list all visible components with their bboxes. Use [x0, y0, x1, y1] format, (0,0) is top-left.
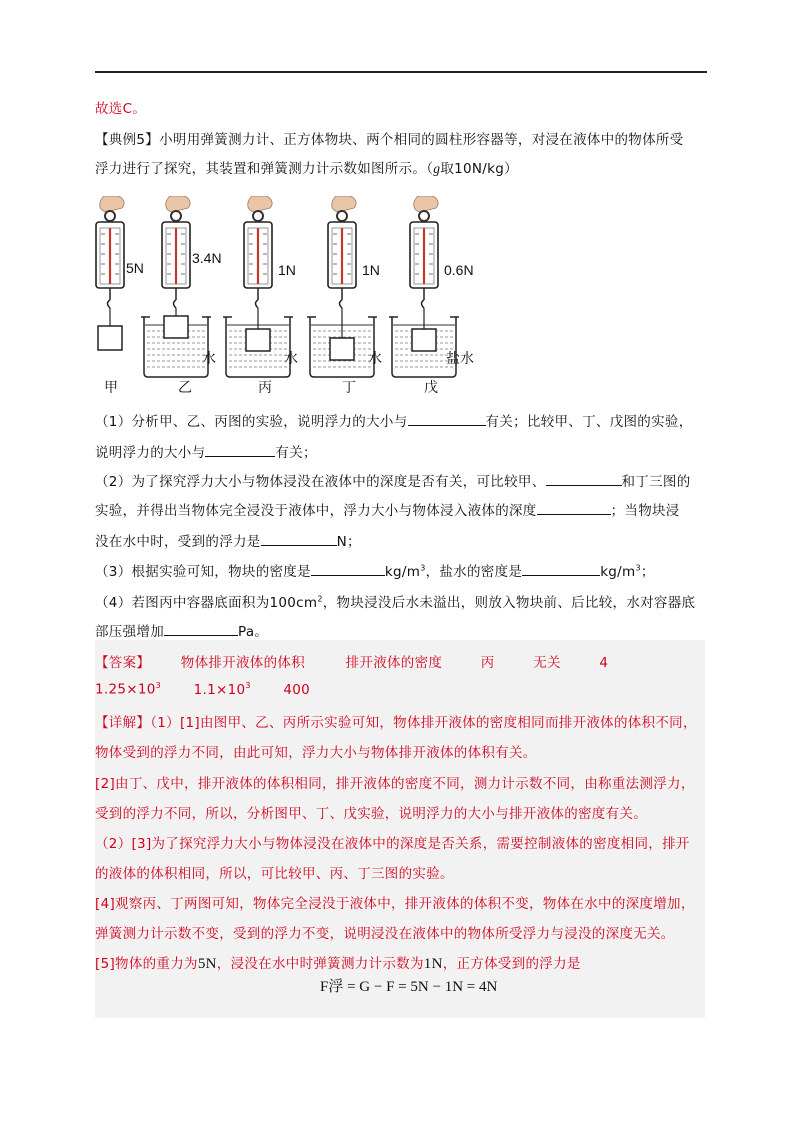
explain-text-9c: ，浸没在水中时弹簧测力计示数为: [216, 956, 424, 972]
explain-text-1: （1）[1]由图甲、乙、丙所示实验可知，物体排开液体的密度相同而排开液体的体积不同，: [150, 715, 697, 731]
q4-text-c: 部压强增加: [95, 624, 164, 640]
explain-text-9a: [5]物体的重力为: [95, 956, 198, 972]
reading-jia: 5N: [126, 260, 144, 276]
q1-text-b: 有关；比较甲、丁、戊图的实验，: [485, 414, 693, 430]
liquid-yi: 水: [202, 350, 216, 366]
answer-2: 排开液体的密度: [345, 655, 443, 671]
question-2-line-2: [95, 499, 680, 519]
answer-line-1: [95, 651, 608, 671]
label-jia: 甲: [104, 379, 118, 395]
q3-unit-1: kg/m: [384, 564, 421, 580]
reading-value: 1N: [423, 956, 443, 972]
liquid-ding: 水: [368, 350, 382, 366]
q2-blank-1[interactable]: [546, 471, 622, 486]
q2-text-a: （2）为了探究浮力大小与物体浸没在液体中的深度是否有关，可比较甲、: [95, 474, 546, 490]
explain-line-2: 物体受到的浮力不同，由此可知，浮力大小与物体排开液体的体积有关。: [95, 745, 537, 761]
q3-blank-1[interactable]: [311, 561, 385, 576]
explain-line-4: 受到的浮力不同，所以，分析图甲、丁、戊实验，说明浮力的大小与排开液体的密度有关。: [95, 806, 647, 822]
answer-1: 物体排开液体的体积: [180, 655, 305, 671]
q1-text-c: 说明浮力的大小与: [95, 445, 206, 461]
question-2-line-1: [95, 470, 691, 490]
example-line-1: [95, 128, 684, 148]
q4-text-b: ，物块浸没后水未溢出，则放入物块前、后比较，水对容器底: [322, 595, 696, 611]
answer-3: 丙: [480, 655, 495, 671]
liquid-bing: 水: [284, 350, 298, 366]
explain-line-6: 的液体的体积相同，所以，可比较甲、丙、丁三图的实验。: [95, 866, 454, 882]
question-2-line-3: [95, 530, 361, 550]
g-symbol: g: [433, 161, 441, 176]
answer-4: 无关: [533, 655, 561, 671]
q2-text-e: 没在水中时，受到的浮力是: [95, 534, 261, 550]
explain-tag: 【详解】: [95, 715, 151, 731]
answer-5: 4: [599, 655, 609, 671]
q2-text-d: ；当物块浸: [610, 503, 680, 519]
liquid-wu: 盐水: [446, 350, 474, 366]
q3-text-a: （3）根据实验可知，物块的密度是: [95, 564, 311, 580]
answer-6: 1.25×10: [95, 681, 156, 698]
reading-bing: 1N: [278, 262, 296, 278]
q4-blank[interactable]: [164, 621, 238, 636]
explain-line-5: （2）[3]为了探究浮力大小与物体浸没在液体中的深度是否关系，需要控制液体的密度相同，排开: [95, 836, 690, 852]
q2-blank-3[interactable]: [261, 531, 337, 546]
reading-yi: 3.4N: [192, 250, 222, 266]
example-tag: 【典例5】: [95, 132, 160, 148]
answer-7: 1.1×10: [193, 681, 246, 698]
q2-text-f: N；: [336, 534, 361, 550]
label-wu: 戊: [424, 379, 438, 395]
example-text-2: 浮力进行了探究，其装置和弹簧测力计示数如图所示。（: [95, 161, 434, 177]
q4-text-a: （4）若图丙中容器底面积为100cm: [95, 595, 318, 611]
header-rule: [95, 71, 707, 73]
explain-line-9: [95, 952, 581, 973]
label-yi: 乙: [178, 379, 192, 395]
panel-jia: [96, 196, 124, 350]
answer-7-exp: 3: [245, 681, 251, 690]
q3-blank-2[interactable]: [522, 561, 600, 576]
label-bing: 丙: [258, 379, 272, 395]
buoyancy-formula: F浮 = G − F = 5N − 1N = 4N: [320, 979, 498, 995]
panel-ding: [307, 196, 377, 377]
explain-text-9e: ，正方体受到的浮力是: [442, 956, 581, 972]
q1-blank-2[interactable]: [205, 442, 275, 457]
panel-yi: [141, 196, 211, 377]
panel-bing: [223, 196, 293, 377]
label-ding: 丁: [342, 379, 356, 395]
example-text-3: 取10N/kg）: [440, 161, 518, 177]
q3-unit-2: kg/m: [600, 564, 636, 580]
intro-text: 故选C。: [95, 101, 147, 117]
question-1-line-1: [95, 410, 693, 430]
q4-text-d: Pa。: [238, 624, 269, 640]
example-text-1: 小明用弹簧测力计、正方体物块、两个相同的圆柱形容器等，对浸在液体中的物体所受: [159, 132, 684, 148]
question-1-line-2: [95, 441, 317, 461]
reading-ding: 1N: [362, 262, 380, 278]
q3-text-e: ；: [640, 564, 655, 580]
q2-blank-2[interactable]: [537, 500, 611, 515]
experiment-figure: [92, 196, 512, 395]
q2-text-b: 和丁三图的: [621, 474, 691, 490]
explain-line-7: [4]观察丙、丁两图可知，物体完全浸没于液体中，排开液体的体积不变，物体在水中的深度增加，: [95, 896, 695, 912]
answer-line-2: [95, 681, 310, 698]
answer-8: 400: [283, 681, 311, 698]
example-line-2: [95, 157, 518, 177]
question-4-line-2: [95, 620, 268, 640]
q1-text-a: （1）分析甲、乙、丙图的实验，说明浮力的大小与: [95, 414, 408, 430]
weight-value: 5N: [197, 956, 217, 972]
explain-line-3: [2]由丁、戊中，排开液体的体积相同，排开液体的密度不同，测力计示数不同，由称重法测浮力，: [95, 776, 695, 792]
q3-text-c: ，盐水的密度是: [425, 564, 523, 580]
explain-line-1: [95, 711, 697, 731]
answer-tag: 【答案】: [95, 655, 151, 671]
explain-line-8: 弹簧测力计示数不变，受到的浮力不变，说明浸没在液体中的物体所受浮力与浸没的深度无关。: [95, 926, 675, 942]
reading-wu: 0.6N: [444, 262, 474, 278]
q2-text-c: 实验，并得出当物体完全浸没于液体中，浮力大小与物体浸入液体的深度: [95, 503, 537, 519]
question-4-line-1: （4）若图丙中容器底面积为$100cm^2$，物块浸没后水未溢出，则放入物块前、后比较，水对容器底: [95, 594, 696, 611]
q1-blank-1[interactable]: [408, 411, 486, 426]
q1-text-d: 有关；: [275, 445, 317, 461]
question-3-line: （3）根据实验可知，物块的密度是 $kg/m^3$，盐水的密度是 $kg/m^3$；: [95, 560, 655, 580]
answer-6-exp: 3: [155, 681, 162, 690]
